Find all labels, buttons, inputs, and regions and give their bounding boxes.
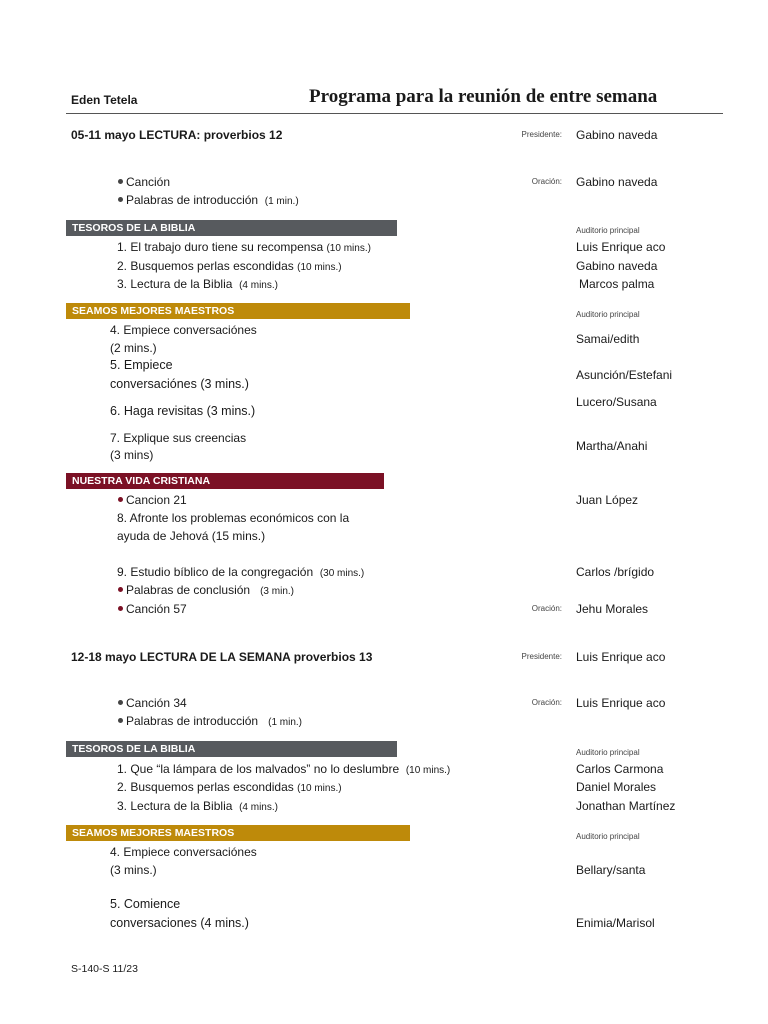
week2-teacher-5-line2: conversaciones (4 mins.) xyxy=(110,916,249,930)
week1-life-9-name: Carlos /brígido xyxy=(576,565,655,579)
main-hall-label: Auditorio principal xyxy=(576,748,640,757)
week1-closing-prayer: Jehu Morales xyxy=(576,602,649,616)
form-code: S-140-S 11/23 xyxy=(71,963,138,975)
week2-treasure-2-name: Daniel Morales xyxy=(576,780,657,794)
week1-teacher-5-line2: conversaciónes (3 mins.) xyxy=(110,377,249,391)
bullet-icon xyxy=(118,700,123,705)
week1-closing-words: Palabras de conclusión (3 min.) xyxy=(118,583,294,597)
week2-heading: 12-18 mayo LECTURA DE LA SEMANA proverbios 13 xyxy=(71,650,373,664)
week2-opening-prayer: Luis Enrique aco xyxy=(576,696,666,710)
week1-teacher-6-name: Lucero/Susana xyxy=(576,395,657,409)
main-hall-label: Auditorio principal xyxy=(576,832,640,841)
week1-middle-song-name: Juan López xyxy=(576,493,639,507)
week1-treasure-1: 1. El trabajo duro tiene su recompensa (10 mins.) xyxy=(117,240,371,254)
week2-teacher-4-line2: (3 mins.) xyxy=(110,863,157,877)
bullet-icon xyxy=(118,606,123,611)
bullet-icon xyxy=(118,197,123,202)
section-teachers: SEAMOS MEJORES MAESTROS xyxy=(66,825,410,841)
week2-teacher-4-name: Bellary/santa xyxy=(576,863,646,877)
week1-teacher-4-line1: 4. Empiece conversaciónes xyxy=(110,323,257,337)
week2-opening-song: Canción 34 xyxy=(118,696,187,710)
week2-teacher-4-line1: 4. Empiece conversaciónes xyxy=(110,845,257,859)
week2-teacher-5-name: Enimia/Marisol xyxy=(576,916,655,930)
week2-treasure-3: 3. Lectura de la Biblia (4 mins.) xyxy=(117,799,278,813)
prayer-label: Oración: xyxy=(531,698,562,707)
congregation-name: Eden Tetela xyxy=(71,93,138,107)
week1-intro: Palabras de introducción (1 min.) xyxy=(118,193,299,207)
main-hall-label: Auditorio principal xyxy=(576,310,640,319)
week2-treasure-2: 2. Busquemos perlas escondidas (10 mins.) xyxy=(117,780,342,794)
week1-heading: 05-11 mayo LECTURA: proverbios 12 xyxy=(71,128,283,142)
week2-intro: Palabras de introducción (1 min.) xyxy=(118,714,302,728)
week2-treasure-1-name: Carlos Carmona xyxy=(576,762,664,776)
week1-teacher-5-name: Asunción/Estefani xyxy=(576,368,673,382)
bullet-icon xyxy=(118,718,123,723)
week1-middle-song: Cancion 21 xyxy=(118,493,187,507)
section-teachers: SEAMOS MEJORES MAESTROS xyxy=(66,303,410,319)
week1-life-9: 9. Estudio bíblico de la congregación (30 mins.) xyxy=(117,565,365,579)
week2-president: Luis Enrique aco xyxy=(576,650,666,664)
week2-treasure-3-name: Jonathan Martínez xyxy=(576,799,676,813)
section-christian-life: NUESTRA VIDA CRISTIANA xyxy=(66,473,384,489)
bullet-icon xyxy=(118,179,123,184)
president-label: Presidente: xyxy=(521,652,562,661)
week1-teacher-7-line1: 7. Explique sus creencias xyxy=(110,431,247,445)
week1-teacher-7-name: Martha/Anahi xyxy=(576,439,648,453)
week1-opening-prayer: Gabino naveda xyxy=(576,175,658,189)
week1-teacher-4-line2: (2 mins.) xyxy=(110,341,157,355)
week1-teacher-7-line2: (3 mins) xyxy=(110,448,154,462)
week1-opening-song: Canción xyxy=(118,175,170,189)
week1-closing-song: Canción 57 xyxy=(118,602,187,616)
section-treasures: TESOROS DE LA BIBLIA xyxy=(66,741,397,757)
page-title: Programa para la reunión de entre semana xyxy=(309,86,658,107)
week1-life-8-line2: ayuda de Jehová (15 mins.) xyxy=(117,529,266,543)
prayer-label: Oración: xyxy=(531,177,562,186)
week1-teacher-5-line1: 5. Empiece xyxy=(110,358,173,372)
president-label: Presidente: xyxy=(521,130,562,139)
bullet-icon xyxy=(118,497,123,502)
week1-president: Gabino naveda xyxy=(576,128,658,142)
week1-treasure-3: 3. Lectura de la Biblia (4 mins.) xyxy=(117,277,278,291)
prayer-label: Oración: xyxy=(531,604,562,613)
week1-treasure-2: 2. Busquemos perlas escondidas (10 mins.) xyxy=(117,259,342,273)
week1-treasure-3-name: Marcos palma xyxy=(579,277,655,291)
week1-treasure-2-name: Gabino naveda xyxy=(576,259,658,273)
bullet-icon xyxy=(118,587,123,592)
week1-teacher-6: 6. Haga revisitas (3 mins.) xyxy=(110,404,256,418)
title-divider xyxy=(66,113,723,114)
week2-treasure-1: 1. Que “la lámpara de los malvados” no lo deslumbre (10 mins.) xyxy=(117,762,451,776)
section-treasures: TESOROS DE LA BIBLIA xyxy=(66,220,397,236)
week2-teacher-5-line1: 5. Comience xyxy=(110,897,181,911)
week1-treasure-1-name: Luis Enrique aco xyxy=(576,240,666,254)
week1-life-8-line1: 8. Afronte los problemas económicos con la xyxy=(117,511,350,525)
week1-teacher-4-name: Samai/edith xyxy=(576,332,640,346)
main-hall-label: Auditorio principal xyxy=(576,226,640,235)
